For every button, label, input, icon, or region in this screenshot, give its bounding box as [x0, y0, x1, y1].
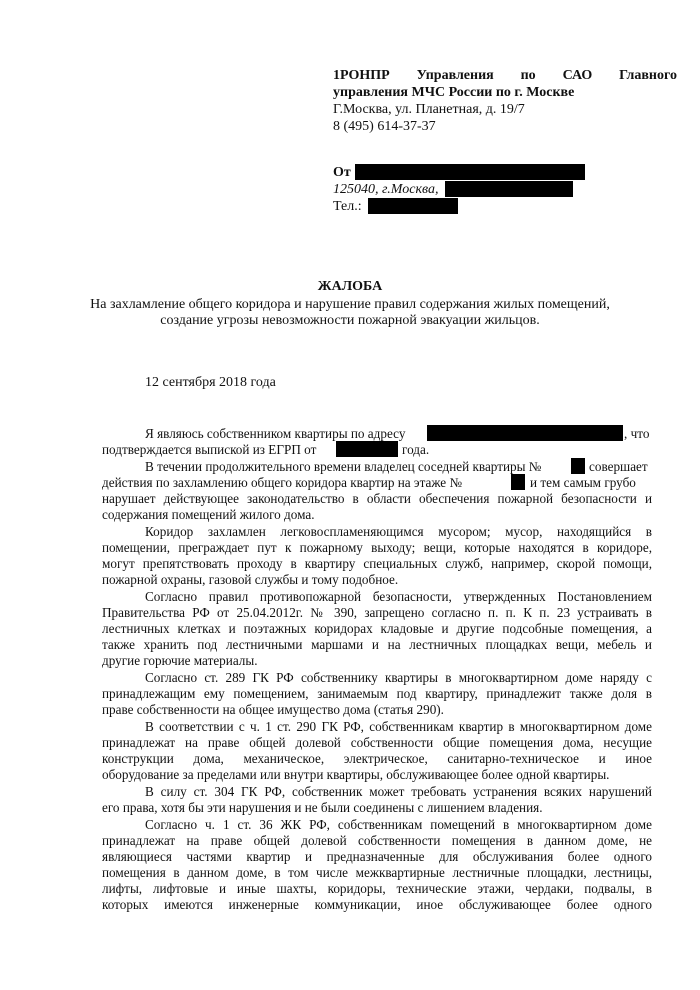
p6-line-2: принадлежат на праве общей долевой собственности общие помещения дома, несущие: [102, 735, 652, 750]
redaction-neighbor-apartment: [571, 458, 585, 474]
redaction-egrp-date: [336, 441, 398, 457]
redaction-sender-phone: [368, 198, 458, 214]
recipient-line-1: 1РОНПР Управления по САО Главного: [333, 68, 677, 83]
redaction-sender-name: [355, 164, 585, 180]
p3-line-1: Коридор захламлен легковоспламеняющимся мусором; мусор, находящийся в: [145, 524, 652, 539]
p6-line-4: оборудование за пределами или внутри квартиры, обслуживающее более одной квартиры.: [102, 767, 610, 782]
redaction-sender-address: [445, 181, 573, 197]
p4-line-5: другие горючие материалы.: [102, 653, 258, 668]
p8-line-2: принадлежат на праве общей долевой собственности помещения в данном доме, не: [102, 833, 652, 848]
complaint-subtitle-1: На захламление общего коридора и нарушение правил содержания жилых помещений,: [90, 297, 610, 312]
p8-line-3: являющиеся частями квартир и предназначенные для обслуживания более одного: [102, 849, 652, 864]
p6-line-1: В соответствии с ч. 1 ст. 290 ГК РФ, собственникам квартир в многоквартирном доме: [145, 719, 652, 734]
document-date: 12 сентября 2018 года: [145, 375, 276, 390]
p8-line-5: лифты, лифтовые и иные шахты, коридоры, технические этажи, чердаки, подвалы, в: [102, 881, 652, 896]
p1-line-1b: , что: [624, 426, 650, 441]
p2-line-2a: действия по захламлению общего коридора квартир на этаже №: [102, 475, 463, 490]
p4-line-2: Правительства РФ от 25.04.2012г. № 390, запрещено согласно п. п. К п. 23 устраивать в: [102, 605, 652, 620]
p1-line-2b: года.: [402, 442, 430, 457]
p1-line-2a: подтверждается выпиской из ЕГРП от: [102, 442, 317, 457]
complaint-heading: ЖАЛОБА: [317, 279, 383, 294]
recipient-address: Г.Москва, ул. Планетная, д. 19/7: [333, 102, 525, 117]
sender-city: 125040, г.Москва,: [333, 182, 439, 197]
p4-line-4: также хранить под лестничными маршами и на лестничных площадках вещи, мебель и: [102, 637, 652, 652]
recipient-phone: 8 (495) 614-37-37: [333, 119, 436, 134]
p8-line-6: которых имеются инженерные коммуникации, иное обслуживающее более одного: [102, 897, 652, 912]
p3-line-2: помещении, преграждает пут к пожарному выходу; вещи, которые находятся в коридоре,: [102, 540, 652, 555]
p8-line-4: помещения в данном доме, в том числе межквартирные лестничные площадки, лестницы,: [102, 865, 652, 880]
p7-line-1: В силу ст. 304 ГК РФ, собственник может требовать устранения всяких нарушений: [145, 784, 652, 799]
redaction-apartment-address: [427, 425, 623, 441]
p1-line-1a: Я являюсь собственником квартиры по адресу: [145, 426, 406, 441]
p5-line-2: принадлежащим ему помещением, занимаемым под квартиру, принадлежит также доля в: [102, 686, 652, 701]
p4-line-3: лестничных клетках и поэтажных коридорах кладовые и другие подсобные помещения, а: [102, 621, 652, 636]
p6-line-3: конструкции дома, механическое, электрическое, санитарно-техническое и иное: [102, 751, 652, 766]
p7-line-2: его права, хотя бы эти нарушения и не были соединены с лишением владения.: [102, 800, 543, 815]
p2-line-1a: В течении продолжительного времени владелец соседней квартиры №: [145, 459, 542, 474]
sender-tel-label: Тел.:: [333, 199, 362, 214]
p3-line-3: могут препятствовать проходу в квартиру специальных служб, например, скорой помощи,: [102, 556, 652, 571]
p4-line-1: Согласно правил противопожарной безопасности, утвержденных Постановлением: [145, 589, 652, 604]
p5-line-3: праве собственности на общее имущество дома (статья 290).: [102, 702, 444, 717]
p3-line-4: пожарной охраны, газовой службы и тому подобное.: [102, 572, 399, 587]
p8-line-1: Согласно ч. 1 ст. 36 ЖК РФ, собственникам помещений в многоквартирном доме: [145, 817, 652, 832]
p2-line-4: содержания помещений жилого дома.: [102, 507, 315, 522]
redaction-floor-number: [511, 474, 525, 490]
p2-line-1b: совершает: [589, 459, 648, 474]
p2-line-2b: и тем самым грубо: [530, 475, 636, 490]
p5-line-1: Согласно ст. 289 ГК РФ собственнику квартиры в многоквартирном доме наряду с: [145, 670, 652, 685]
p2-line-3: нарушает действующее законодательство в области обеспечения пожарной безопасности и: [102, 491, 652, 506]
sender-from-label: От: [333, 165, 351, 180]
complaint-subtitle-2: создание угрозы невозможности пожарной эвакуации жильцов.: [160, 313, 540, 328]
recipient-line-2: управления МЧС России по г. Москве: [333, 85, 575, 100]
